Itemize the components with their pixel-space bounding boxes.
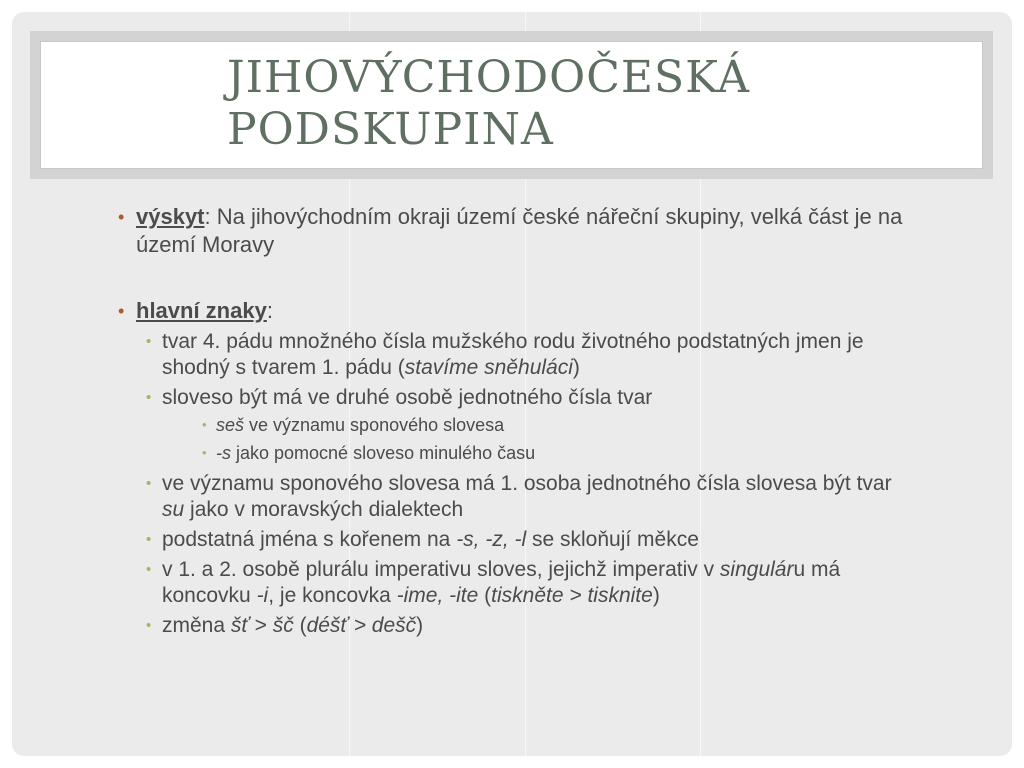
text: jako pomocné sloveso minulého času bbox=[231, 443, 536, 463]
title-line-1: JIHOVÝCHODOČESKÁ bbox=[227, 52, 750, 103]
example: -ime, -ite bbox=[396, 584, 479, 607]
text: ) bbox=[416, 614, 424, 637]
bullet-text: Na jihovýchodním okraji území české nářeční skupiny, velká část je na území Moravy bbox=[136, 204, 903, 257]
text: u má koncovku bbox=[162, 558, 841, 607]
text: ( bbox=[478, 584, 492, 607]
text: tvar 4. pádu množného čísla mužského rodu životného podstatných jmen je shodný s tvarem 1. pádu ( bbox=[162, 330, 864, 379]
title-box bbox=[40, 41, 983, 169]
title-line-2: PODSKUPINA bbox=[227, 104, 554, 155]
keyword-vyskyt: výskyt bbox=[136, 204, 205, 229]
text: ve významu sponového slovesa bbox=[244, 415, 505, 435]
example: -i bbox=[256, 584, 269, 607]
example: tiskněte > tisknite bbox=[491, 584, 653, 607]
text: se skloňují měkce bbox=[526, 528, 699, 551]
text: sloveso být má ve druhé osobě jednotného čísla tvar bbox=[162, 386, 653, 409]
sub-bullet-su bbox=[112, 471, 912, 523]
separator: : bbox=[266, 298, 273, 323]
text: změna bbox=[162, 614, 231, 637]
example: seš bbox=[216, 415, 245, 435]
sub-sub-bullet-ses bbox=[112, 411, 912, 439]
sub-bullet-list bbox=[112, 329, 912, 639]
text: > bbox=[248, 614, 273, 637]
text: ) bbox=[572, 356, 580, 379]
slide-content bbox=[112, 203, 912, 639]
bullet-list bbox=[112, 203, 912, 325]
text: jako v moravských dialektech bbox=[184, 498, 464, 521]
sub-bullet-podstatna-jmena bbox=[112, 527, 912, 553]
sub-bullet-zmena bbox=[112, 613, 912, 639]
text: ) bbox=[652, 584, 660, 607]
text: v 1. a 2. osobě plurálu imperativu sloves, jejichž imperativ v bbox=[162, 558, 720, 581]
example: šť bbox=[230, 614, 249, 637]
example: -s, -z, -l bbox=[456, 528, 527, 551]
sub-bullet-imperativ bbox=[112, 557, 912, 609]
text: ( bbox=[293, 614, 307, 637]
example: šč bbox=[272, 614, 294, 637]
example: -s bbox=[216, 443, 231, 463]
bullet-vyskyt bbox=[112, 203, 912, 259]
slide-title bbox=[227, 52, 750, 156]
sub-bullet-sloveso-byt bbox=[112, 385, 912, 411]
slide bbox=[12, 12, 1012, 756]
title-frame bbox=[30, 31, 993, 179]
sub-sub-bullet-s bbox=[112, 439, 912, 467]
text: ve významu sponového slovesa má 1. osoba jednotného čísla slovesa být tvar bbox=[162, 472, 892, 495]
text: podstatná jména s kořenem na bbox=[162, 528, 457, 551]
text: , je koncovka bbox=[268, 584, 397, 607]
sub-bullet-accusative bbox=[112, 329, 912, 381]
example: stavíme sněhuláci bbox=[404, 356, 573, 379]
separator: : bbox=[204, 204, 217, 229]
example: su bbox=[162, 498, 185, 521]
example: déšť > dešč bbox=[306, 614, 417, 637]
keyword-hlavni-znaky: hlavní znaky bbox=[136, 298, 267, 323]
example: singulár bbox=[719, 558, 794, 581]
bullet-hlavni-znaky bbox=[112, 297, 912, 325]
